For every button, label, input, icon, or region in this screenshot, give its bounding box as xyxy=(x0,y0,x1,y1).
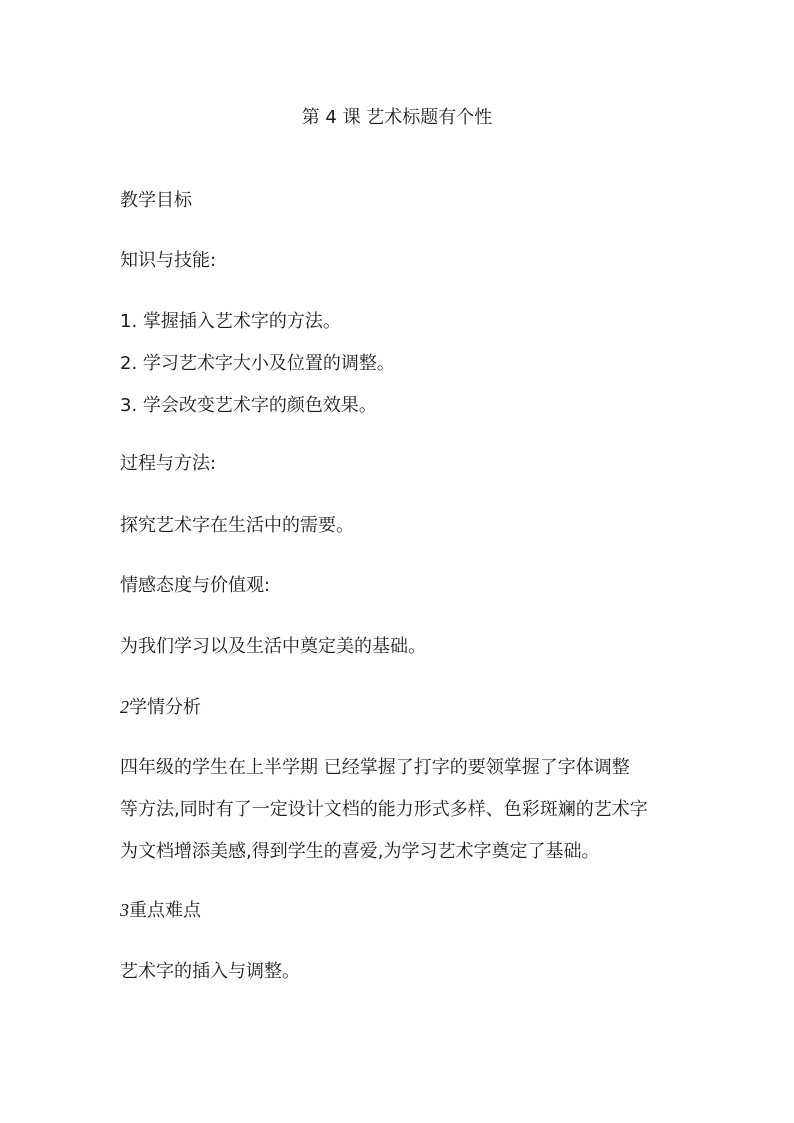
analysis-line-3: 为文档增添美感,得到学生的喜爱,为学习艺术字奠定了基础。 xyxy=(120,841,600,862)
knowledge-item-1: 1. 掌握插入艺术字的方法。 xyxy=(120,311,341,332)
section-2-heading xyxy=(120,694,201,721)
process-method-text: 探究艺术字在生活中的需要。 xyxy=(120,515,354,536)
emotion-values-text: 为我们学习以及生活中奠定美的基础。 xyxy=(120,636,426,657)
section-objectives-heading: 教学目标 xyxy=(120,190,192,211)
analysis-line-2: 等方法,同时有了一定设计文档的能力形式多样、色彩斑斓的艺术字 xyxy=(120,799,648,820)
section-2-number: 2 xyxy=(120,697,129,717)
analysis-line-1: 四年级的学生在上半学期 已经掌握了打字的要领掌握了字体调整 xyxy=(120,757,630,778)
keypoint-text: 艺术字的插入与调整。 xyxy=(120,961,300,982)
process-method-heading: 过程与方法: xyxy=(120,453,217,474)
knowledge-item-2: 2. 学习艺术字大小及位置的调整。 xyxy=(120,353,395,374)
knowledge-skills-heading: 知识与技能: xyxy=(120,250,217,271)
section-2-title: 学情分析 xyxy=(129,697,201,718)
emotion-values-heading: 情感态度与价值观: xyxy=(120,575,271,596)
section-3-number: 3 xyxy=(120,900,129,920)
section-3-title: 重点难点 xyxy=(129,900,201,921)
knowledge-item-3: 3. 学会改变艺术字的颜色效果。 xyxy=(120,395,377,416)
lesson-title: 第 4 课 艺术标题有个性 xyxy=(301,107,493,128)
section-3-heading xyxy=(120,897,201,924)
